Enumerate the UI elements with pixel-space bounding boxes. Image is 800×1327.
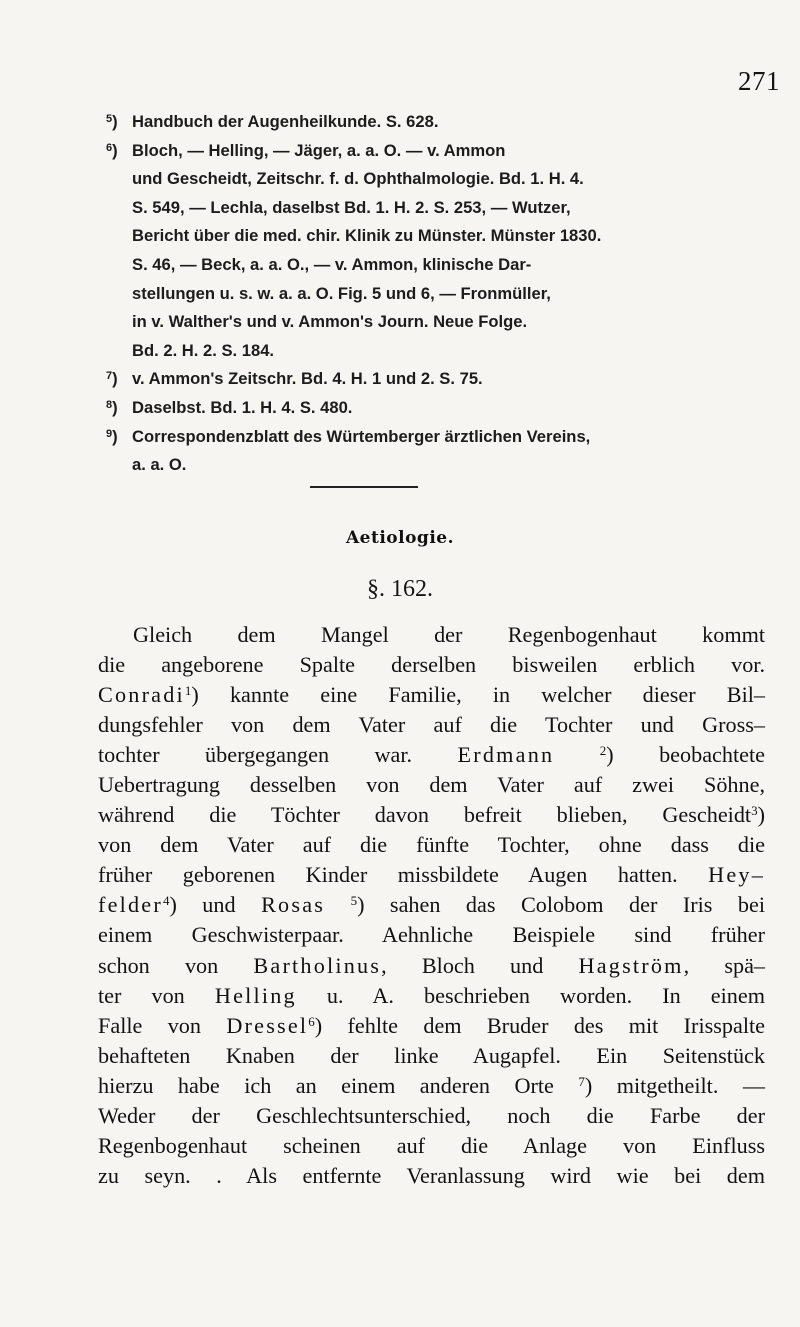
body-line: früher geborenen Kinder missbildete Augen hatten. Hey– xyxy=(98,862,765,888)
footnote-line: Daselbst. Bd. 1. H. 4. S. 480. xyxy=(132,397,353,417)
body-line: Gleich dem Mangel der Regenbogenhaut kommt xyxy=(133,622,765,647)
footnote-line: Bloch, — Helling, — Jäger, a. a. O. — v. Ammon xyxy=(132,140,506,160)
body-line: ter von Helling u. A. beschrieben worden. In einem xyxy=(98,982,765,1008)
body-line: Falle von Dressel$^6$) fehlte dem Bruder des mit Irisspalte xyxy=(98,1012,765,1038)
footnote-line: Bericht über die med. chir. Klinik zu Münster. Münster 1830. xyxy=(132,226,602,246)
section-heading: Aetiologie. xyxy=(345,528,455,548)
footnote-5 xyxy=(98,108,763,137)
body-line: einem Geschwisterpaar. Aehnliche Beispiele sind früher xyxy=(98,922,765,948)
footnote-marker: $^6$) xyxy=(106,140,118,160)
body-line: Uebertragung desselben von dem Vater auf zwei Söhne, xyxy=(98,772,765,798)
author-name: Helling xyxy=(214,982,297,1008)
body-line: hierzu habe ich an einem anderen Orte $^7$) mitgetheilt. — xyxy=(98,1072,766,1098)
footnote-marker: $^8$) xyxy=(106,397,118,417)
page-number: 271 xyxy=(738,66,780,96)
footnote-7 xyxy=(98,365,763,394)
footnotes xyxy=(98,108,763,480)
footnote-marker: $^9$) xyxy=(106,426,118,446)
footnote-line: a. a. O. xyxy=(132,455,187,475)
body-line: dungsfehler von dem Vater auf die Tochter und Gross– xyxy=(98,712,765,738)
author-name: Hagström xyxy=(578,952,684,978)
author-name: Conradi xyxy=(98,682,185,708)
footnote-ref: 4 xyxy=(162,893,170,909)
author-name: Dressel xyxy=(226,1012,309,1038)
footnote-line: v. Ammon's Zeitschr. Bd. 4. H. 1 und 2. S. 75. xyxy=(132,369,483,389)
footnote-ref: 7 xyxy=(578,1073,585,1089)
author-name: Erdmann xyxy=(457,742,555,768)
footnote-9 xyxy=(98,423,763,480)
body-line: von dem Vater auf die fünfte Tochter, ohne dass die xyxy=(98,832,765,858)
body-line: die angeborene Spalte derselben bisweilen erblich vor. xyxy=(98,652,765,678)
footnote-line: und Gescheidt, Zeitschr. f. d. Ophthalmologie. Bd. 1. H. 4. xyxy=(132,169,584,189)
footnote-6 xyxy=(98,137,763,366)
footnote-line: Correspondenzblatt des Würtemberger ärztlichen Vereins, xyxy=(132,426,591,446)
footnote-ref: 5 xyxy=(350,893,358,909)
body-paragraph xyxy=(98,620,765,1191)
body-line: Weder der Geschlechtsunterschied, noch die Farbe der xyxy=(98,1102,765,1128)
body-line: zu seyn. . Als entfernte Veranlassung wird wie bei dem xyxy=(98,1162,765,1188)
footnote-marker: $^7$) xyxy=(106,369,118,389)
author-name: Rosas xyxy=(261,892,326,918)
author-name: Hey– xyxy=(708,862,765,888)
body-line: tochter übergegangen war. Erdmann $^2$) beobachtete xyxy=(98,742,766,768)
footnote-ref: 1 xyxy=(184,683,192,699)
body-line: Conradi$^1$) kannte eine Familie, in welcher dieser Bil– xyxy=(98,682,765,708)
footnote-ref: 2 xyxy=(599,743,607,759)
footnote-line: stellungen u. s. w. a. a. O. Fig. 5 und 6, — Fronmüller, xyxy=(132,283,551,303)
footnote-line: S. 549, — Lechla, daselbst Bd. 1. H. 2. S. 253, — Wutzer, xyxy=(132,197,571,217)
section-divider xyxy=(310,486,418,488)
author-name: Bartholinus xyxy=(253,952,382,978)
body-line: felder$^4$) und Rosas $^5$) sahen das Colobom der Iris bei xyxy=(98,892,766,918)
footnote-ref: 3 xyxy=(751,803,758,819)
footnote-line: Handbuch der Augenheilkunde. S. 628. xyxy=(132,112,439,131)
body-line: schon von Bartholinus, Bloch und Hagström, spä– xyxy=(98,952,766,978)
footnote-line: in v. Walther's und v. Ammon's Journ. Neue Folge. xyxy=(132,312,528,332)
body-line: Regenbogenhaut scheinen auf die Anlage von Einfluss xyxy=(98,1132,765,1158)
footnote-line: S. 46, — Beck, a. a. O., — v. Ammon, klinische Dar- xyxy=(132,254,532,274)
body-line: behafteten Knaben der linke Augapfel. Ein Seitenstück xyxy=(98,1042,765,1068)
body-line: während die Töchter davon befreit blieben, Gescheidt$^3$) xyxy=(98,802,765,828)
section-number: §. 162. xyxy=(367,576,433,602)
footnote-marker: $^5$) xyxy=(106,112,118,131)
footnote-8 xyxy=(98,394,763,423)
footnote-line: Bd. 2. H. 2. S. 184. xyxy=(132,340,275,360)
footnote-ref: 6 xyxy=(308,1013,315,1029)
author-name: felder xyxy=(98,892,163,918)
